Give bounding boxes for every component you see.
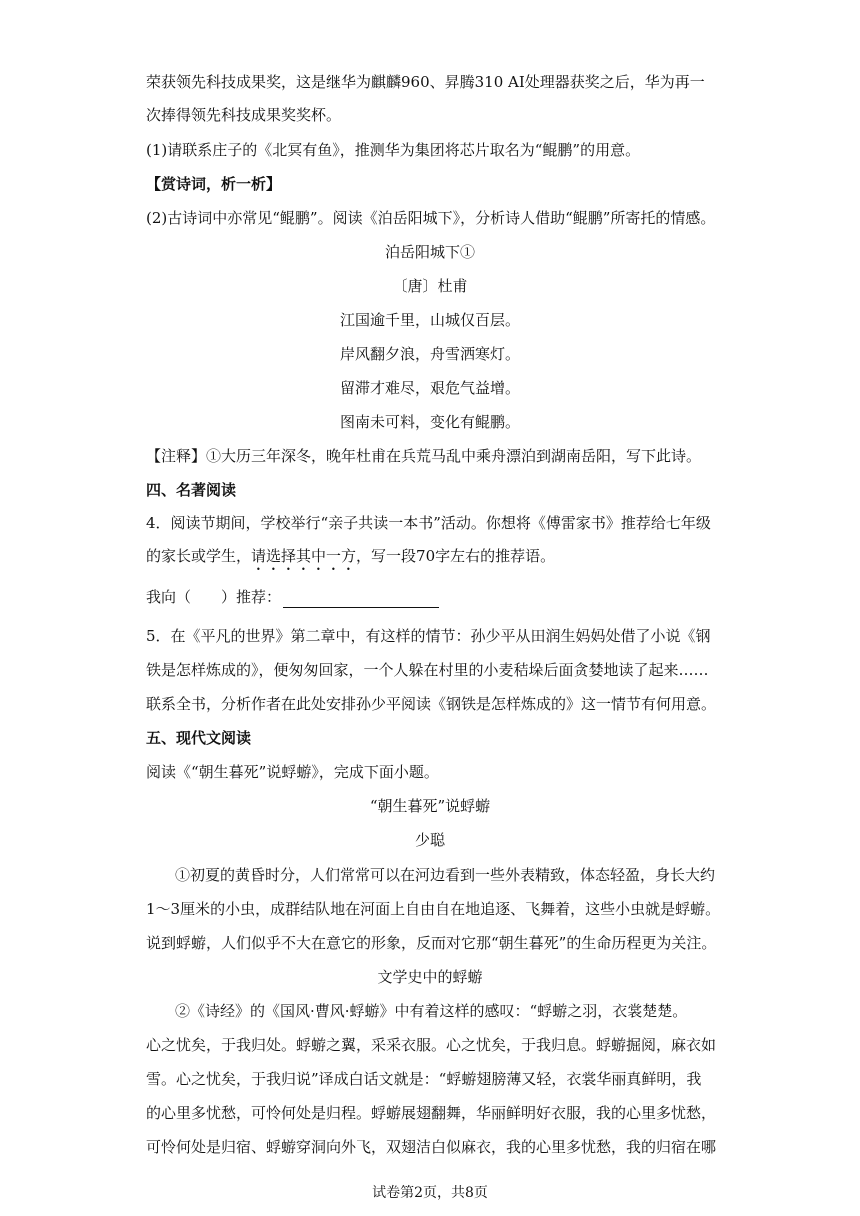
paragraph-line: 心之忧矣，于我归处。蜉蝣之翼，采采衣服。心之忧矣，于我归息。蜉蝣掘阅，麻衣如 bbox=[146, 1036, 717, 1054]
poem-author: 〔唐〕杜甫 bbox=[392, 277, 468, 295]
paragraph-line: 雪。心之忧矣，于我归说”译成白话文就是：“蜉蝣翅膀薄又轻，衣裳华丽真鲜明，我 bbox=[146, 1070, 702, 1088]
poem-line: 岸风翻夕浪，舟雪洒寒灯。 bbox=[339, 345, 520, 363]
page-footer: 试卷第2页，共8页 bbox=[372, 1185, 488, 1201]
poem-note: 【注释】①大历三年深冬，晚年杜甫在兵荒马乱中乘舟漂泊到湖南岳阳，写下此诗。 bbox=[146, 447, 702, 465]
text-line: 联系全书，分析作者在此处安排孙少平阅读《钢铁是怎样炼成的》这一情节有何用意。 bbox=[146, 695, 717, 713]
reading-intro: 阅读《“朝生暮死”说蜉蝣》，完成下面小题。 bbox=[146, 763, 439, 781]
article-author: 少聪 bbox=[414, 831, 445, 849]
section-heading: 【赏诗词，析一析】 bbox=[146, 175, 282, 193]
article-title: “朝生暮死”说蜉蝣 bbox=[369, 797, 491, 815]
answer-line: 我向（ ）推荐： bbox=[146, 586, 439, 608]
text-line: 荣获领先科技成果奖，这是继华为麒麟960、昇腾310 AI处理器获奖之后，华为再一 bbox=[146, 73, 705, 91]
poem-title: 泊岳阳城下① bbox=[384, 243, 475, 261]
section-heading: 四、名著阅读 bbox=[146, 481, 237, 499]
text-line: 次捧得领先科技成果奖奖杯。 bbox=[146, 106, 342, 124]
paragraph-line: ①初夏的黄昏时分，人们常常可以在河边看到一些外表精致，体态轻盈，身长大约 bbox=[175, 866, 716, 884]
paragraph-line: ②《诗经》的《国风·曹风·蜉蝣》中有着这样的感叹：“蜉蝣之羽，衣裳楚楚。 bbox=[175, 1002, 688, 1020]
paragraph-line: 的心里多忧愁，可怜何处是归程。蜉蝣展翅翻舞，华丽鲜明好衣服，我的心里多忧愁， bbox=[146, 1104, 717, 1122]
poem-line: 留滞才难尽，艰危气益增。 bbox=[339, 379, 520, 397]
paragraph-line: 说到蜉蝣，人们似乎不大在意它的形象，反而对它那“朝生暮死”的生命历程更为关注。 bbox=[146, 934, 717, 952]
poem-line: 江国逾千里，山城仅百层。 bbox=[339, 311, 520, 329]
emphasized-text: 请选择其中一方 bbox=[251, 547, 357, 565]
text-line: 铁是怎样炼成的》，便匆匆回家，一个人躲在村里的小麦秸垛后面贪婪地读了起来…… bbox=[146, 661, 709, 679]
question-4: 4．阅读节期间，学校举行“亲子共读一本书”活动。你想将《傅雷家书》推荐给七年级 bbox=[146, 514, 711, 532]
question-2: (2)古诗词中亦常见“鲲鹏”。阅读《泊岳阳城下》，分析诗人借助“鲲鹏”所寄托的情感。 bbox=[146, 209, 716, 227]
question-1: (1)请联系庄子的《北冥有鱼》，推测华为集团将芯片取名为“鲲鹏”的用意。 bbox=[146, 141, 641, 159]
article-subheading: 文学史中的蜉蝣 bbox=[377, 968, 483, 986]
poem-line: 图南未可料，变化有鲲鹏。 bbox=[339, 413, 520, 431]
section-heading: 五、现代文阅读 bbox=[146, 729, 252, 747]
question-4-line-2: 的家长或学生，请选择其中一方，写一段70字左右的推荐语。 bbox=[146, 547, 556, 565]
paragraph-line: 1～3厘米的小虫，成群结队地在河面上自由自在地追逐、飞舞着，这些小虫就是蜉蝣。 bbox=[146, 900, 721, 918]
answer-blank[interactable] bbox=[283, 591, 439, 608]
paragraph-line: 可怜何处是归宿、蜉蝣穿洞向外飞，双翅洁白似麻衣，我的心里多忧愁，我的归宿在哪 bbox=[146, 1138, 717, 1156]
question-5: 5．在《平凡的世界》第二章中，有这样的情节：孙少平从田润生妈妈处借了小说《钢 bbox=[146, 627, 711, 645]
